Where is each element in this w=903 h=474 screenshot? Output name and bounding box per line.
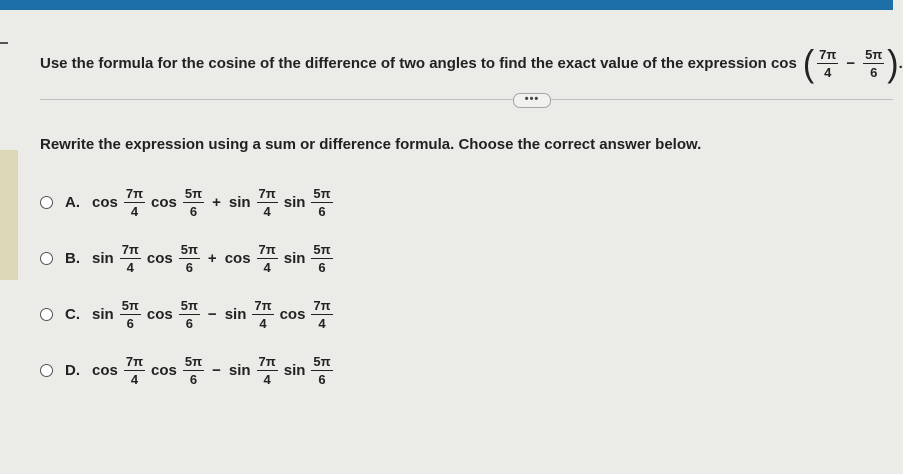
radio-button[interactable] [40,308,53,321]
instruction-text: Rewrite the expression using a sum or difference formula. Choose the correct answer below. [40,136,702,153]
section-divider [40,99,893,100]
left-dash [0,42,8,44]
option-expression: sin $\frac{7\pi}{4}$ cos $\frac{5\pi}{6}$ + cos $\frac{7\pi}{4}$ sin $\frac{5\pi}{6}$ [92,241,331,275]
left-side-strip [0,150,18,280]
radio-button[interactable] [40,252,53,265]
option-letter: B. [65,249,80,267]
answer-option-c[interactable] [40,292,336,336]
question-prompt [40,42,903,85]
radio-button[interactable] [40,364,53,377]
option-letter: A. [65,193,80,211]
answer-option-a[interactable] [40,180,336,224]
option-letter: D. [65,361,80,379]
answer-option-b[interactable] [40,236,336,280]
close-paren: ) [887,42,899,85]
option-expression: cos $\frac{7\pi}{4}$ cos $\frac{5\pi}{6}$ − sin $\frac{7\pi}{4}$ sin $\frac{5\pi}{6}$ [92,353,331,387]
option-expression: cos $\frac{7\pi}{4}$ cos $\frac{5\pi}{6}$ + sin $\frac{7\pi}{4}$ sin $\frac{5\pi}{6}$ [92,185,331,219]
question-text: Use the formula for the cosine of the difference of two angles to find the exact value of the expression cos [40,55,797,72]
question-fraction-a: $\frac{7\pi}{4}$ [819,47,837,80]
open-paren: ( [802,42,815,85]
question-minus: − [846,55,856,72]
question-fraction-b: $\frac{5\pi}{6}$ [865,47,883,80]
answer-option-d[interactable] [40,348,336,392]
more-button[interactable]: ••• [513,93,551,108]
question-period: . [898,55,903,72]
radio-button[interactable] [40,196,53,209]
option-letter: C. [65,305,80,323]
option-expression: sin $\frac{5\pi}{6}$ cos $\frac{5\pi}{6}$ − sin $\frac{7\pi}{4}$ cos $\frac{7\pi}{4}$ [92,297,331,331]
top-bar [0,0,893,10]
